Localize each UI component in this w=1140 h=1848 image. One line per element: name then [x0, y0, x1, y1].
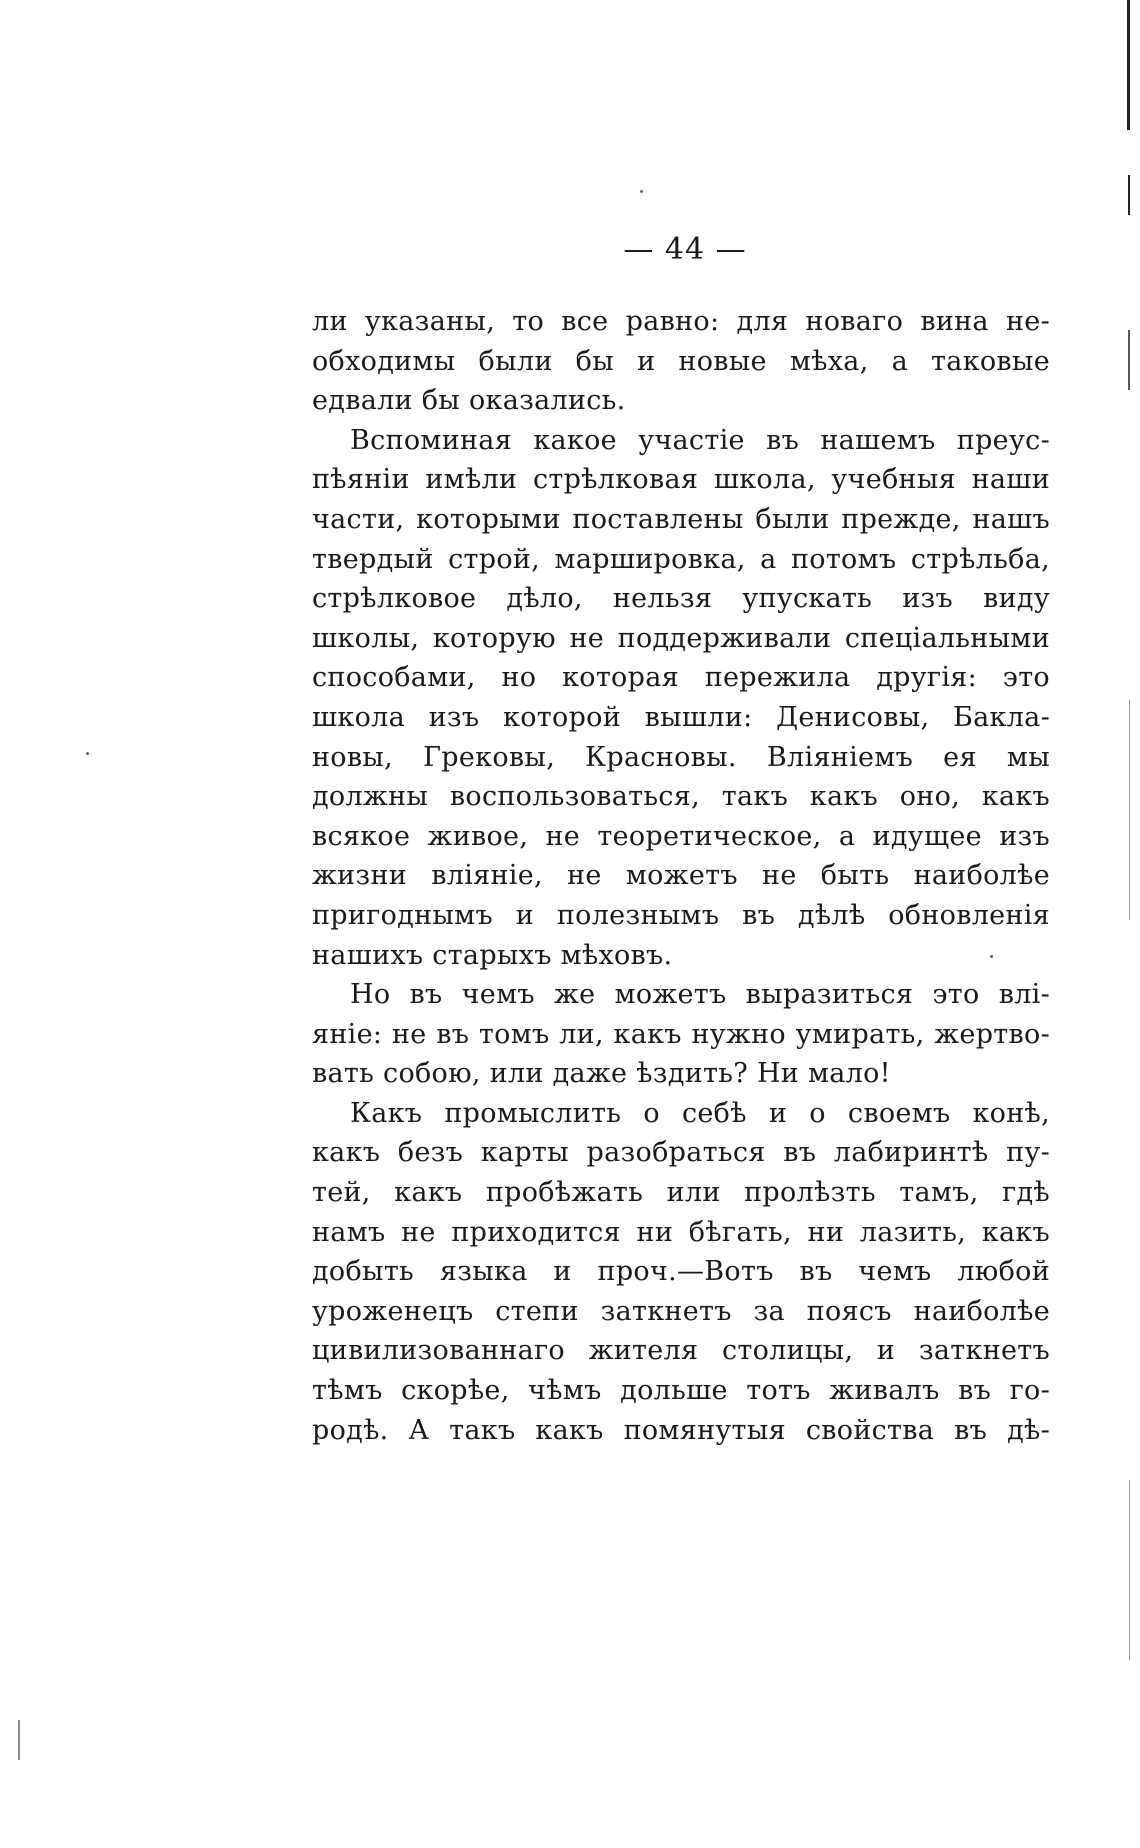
text-line: вать собою, или даже ѣздить? Ни мало!	[312, 1058, 891, 1090]
text-line: обходимы были бы и новые мѣха, а таковые	[312, 345, 1050, 377]
scan-edge-mark	[1128, 175, 1130, 215]
text-line: способами, но которая пережила другія: это	[312, 662, 1050, 694]
text-line: части, которыми поставлены были прежде, нашъ	[312, 503, 1050, 535]
scan-edge-mark	[1127, 0, 1130, 130]
text-line: едвали бы оказались.	[312, 385, 626, 417]
page-number: — 44 —	[623, 232, 747, 267]
scan-edge-mark	[1129, 1480, 1130, 1660]
text-line: Но въ чемъ же можетъ выразиться это влі-	[350, 979, 1050, 1011]
text-line: Вспоминая какое участіе въ нашемъ преус-	[350, 424, 1050, 456]
scan-edge-mark	[18, 1720, 20, 1760]
text-line: пригоднымъ и полезнымъ въ дѣлѣ обновленія	[312, 899, 1050, 931]
text-line: пѣяніи имѣли стрѣлковая школа, учебныя наши	[312, 464, 1050, 496]
scan-edge-mark	[1129, 700, 1130, 920]
text-line: добыть языка и проч.—Вотъ въ чемъ любой	[312, 1256, 1050, 1288]
text-line: нашихъ старыхъ мѣховъ.	[312, 939, 673, 971]
text-line: должны воспользоваться, такъ какъ оно, какъ	[312, 781, 1050, 813]
text-line: цивилизованнаго жителя столицы, и заткнетъ	[312, 1335, 1050, 1367]
text-line: родѣ. А такъ какъ помянутыя свойства въ дѣ-	[312, 1414, 1050, 1446]
text-line: яніе: не въ томъ ли, какъ нужно умирать, жертво-	[312, 1018, 1050, 1050]
text-line: тѣмъ скорѣе, чѣмъ дольше тотъ живалъ въ го-	[312, 1375, 1050, 1407]
scan-edge-mark	[1128, 330, 1130, 390]
text-line: жизни вліяніе, не можетъ не быть наиболѣе	[312, 860, 1050, 892]
text-line: какъ безъ карты разобраться въ лабиринтѣ пу-	[312, 1137, 1050, 1169]
text-line: Какъ промыслить о себѣ и о своемъ конѣ,	[350, 1097, 1050, 1129]
scan-speck	[86, 752, 89, 755]
text-line: школа изъ которой вышли: Денисовы, Бакла-	[312, 701, 1050, 733]
text-line: стрѣлковое дѣло, нельзя упускать изъ виду	[312, 583, 1050, 615]
scan-speck	[640, 190, 643, 193]
text-line: твердый строй, маршировка, а потомъ стрѣльба,	[312, 543, 1050, 575]
text-line: уроженецъ степи заткнетъ за поясъ наиболѣе	[312, 1295, 1050, 1327]
body-text	[312, 302, 1050, 1450]
text-line: новы, Грековы, Красновы. Вліяніемъ ея мы	[312, 741, 1050, 773]
text-line: ли указаны, то все равно: для новаго вина не-	[312, 306, 1050, 337]
text-line: намъ не приходится ни бѣгать, ни лазить, какъ	[312, 1216, 1050, 1248]
text-line: школы, которую не поддерживали спеціальными	[312, 622, 1050, 654]
text-line: тей, какъ пробѣжать или пролѣзть тамъ, гдѣ	[312, 1177, 1050, 1209]
text-line: всякое живое, не теоретическое, а идущее изъ	[312, 820, 1050, 852]
